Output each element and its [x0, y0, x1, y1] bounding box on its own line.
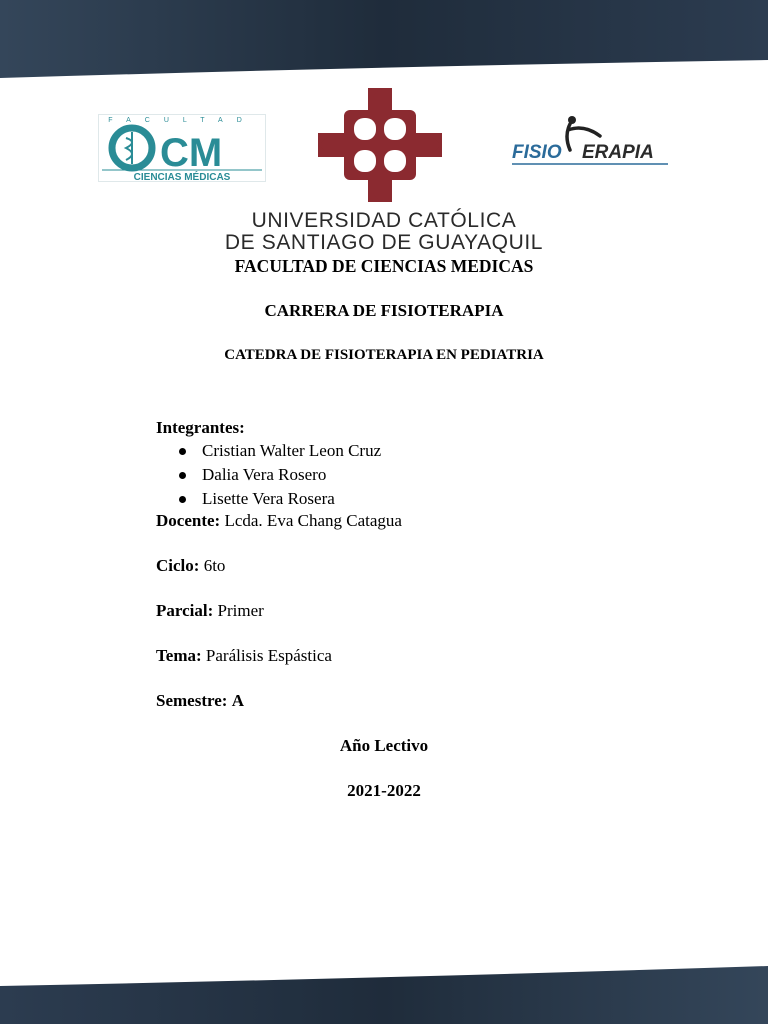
career-title: CARRERA DE FISIOTERAPIA: [264, 301, 504, 320]
cycle-line: [156, 555, 225, 577]
school-year-label: Año Lectivo: [339, 736, 429, 755]
member-name: Dalia Vera Rosero: [202, 465, 327, 484]
partial-label: Parcial:: [156, 601, 214, 620]
cycle-label: Ciclo:: [156, 556, 200, 575]
members-label: Integrantes:: [156, 418, 245, 437]
faculty-logo-top-text: FACULTAD: [108, 117, 256, 124]
university-name-line1: UNIVERSIDAD CATÓLICA: [251, 209, 517, 232]
faculty-title: FACULTAD DE CIENCIAS MEDICAS: [234, 256, 534, 276]
members-list: [156, 440, 381, 512]
bullet-icon: [179, 472, 186, 479]
fisio-logo-right: ERAPIA: [582, 142, 654, 163]
member-name: Lisette Vera Rosera: [202, 489, 335, 508]
bullet-icon: [179, 448, 186, 455]
bullet-icon: [179, 496, 186, 503]
faculty-logo-bottom-text: CIENCIAS MÉDICAS: [133, 172, 231, 182]
teacher-value: Lcda. Eva Chang Catagua: [224, 511, 402, 530]
chair-title: CATEDRA DE FISIOTERAPIA EN PEDIATRIA: [224, 347, 544, 363]
topic-line: [156, 645, 332, 667]
faculty-logo: [98, 114, 266, 182]
list-item: [156, 440, 381, 464]
teacher-line: [156, 510, 402, 532]
cycle-value: 6to: [203, 556, 226, 575]
top-band: [0, 0, 768, 80]
university-crest-icon: [318, 88, 442, 202]
university-name-line2: DE SANTIAGO DE GUAYAQUIL: [224, 231, 544, 254]
partial-value: Primer: [217, 601, 264, 620]
semester-line: [156, 690, 244, 712]
members-label-line: [156, 417, 245, 439]
topic-label: Tema:: [156, 646, 202, 665]
faculty-logo-letters: CM: [160, 131, 223, 175]
teacher-label: Docente:: [156, 511, 221, 530]
list-item: [156, 488, 381, 512]
school-year-value: 2021-2022: [347, 781, 421, 800]
fisioterapia-logo: [508, 114, 672, 170]
bottom-band: [0, 966, 768, 1024]
partial-line: [156, 600, 264, 622]
topic-value: Parálisis Espástica: [205, 646, 332, 665]
member-name: Cristian Walter Leon Cruz: [202, 441, 382, 460]
semester-value: A: [231, 691, 244, 710]
fisio-logo-left: FISIO: [512, 142, 562, 163]
list-item: [156, 464, 381, 488]
semester-label: Semestre:: [156, 691, 228, 710]
